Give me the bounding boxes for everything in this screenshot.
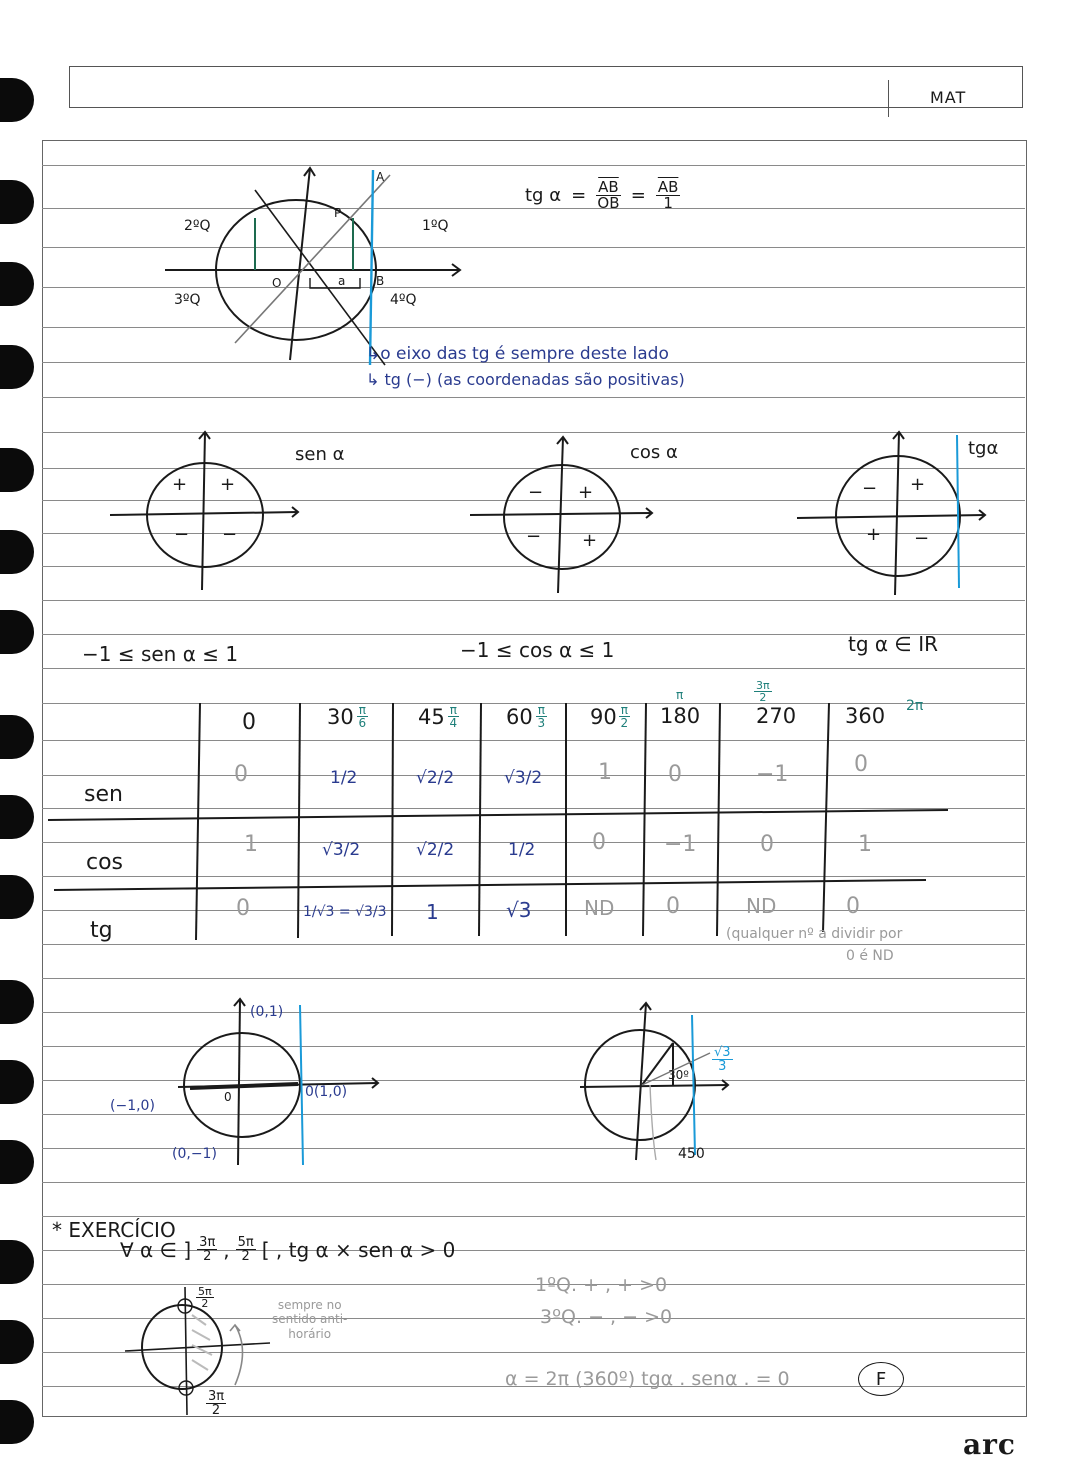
cos-sign-q1: +: [578, 482, 594, 503]
tg-sign-q4: −: [914, 528, 930, 549]
tangent-sign-note: ↳ tg (−) (as coordenadas são positivas): [366, 370, 685, 389]
quadrant-2-label: 2ºQ: [184, 218, 211, 234]
quadrant-3-label: 3ºQ: [174, 292, 201, 308]
circle-bottom-3pi2: $\frac{3\pi}{2}$: [208, 1389, 225, 1418]
cos-range: −1 ≤ cos α ≤ 1: [460, 638, 615, 662]
exercise-statement: ∀ α ∈ ] $\frac{3\pi}{2}$ , $\frac{5\pi}{2}$ [ , tg α × sen α > 0: [120, 1235, 456, 1264]
segment-a-label: a: [338, 274, 346, 288]
verdict-false: F: [858, 1362, 904, 1396]
col-header-180: 180: [660, 704, 701, 728]
cos-sign-q4: +: [582, 530, 598, 551]
formula-num-1: $\overline{AB}$: [598, 178, 619, 196]
tg-90: ND: [584, 896, 615, 920]
sen-range: −1 ≤ sen α ≤ 1: [82, 642, 239, 666]
sen-360: 0: [854, 752, 868, 777]
col-header-180-rad: π: [676, 688, 684, 702]
tg-circle-title: tgα: [968, 438, 999, 459]
sen-sign-q3: −: [174, 524, 190, 545]
formula-den-1: OB: [597, 194, 620, 212]
cos-360: 1: [858, 832, 872, 857]
angle-30-label: 30º: [668, 1068, 689, 1082]
sen-30: 1/2: [330, 768, 358, 788]
tg-sign-q1: +: [910, 474, 926, 495]
unit-circle-coordinates-diagram: [170, 995, 390, 1170]
cos-270: 0: [760, 832, 774, 857]
cos-180: −1: [664, 832, 697, 857]
cos-sign-q2: −: [528, 482, 544, 503]
formula-num-2: $\overline{AB}$: [657, 178, 679, 196]
tg-0: 0: [236, 896, 250, 921]
row-label-tg: tg: [90, 918, 113, 943]
col-header-270: 270: [756, 704, 797, 728]
formula-equals-2: =: [630, 185, 646, 206]
point-0-1: (0,1): [250, 1004, 284, 1020]
formula-den-2: 1: [663, 194, 673, 212]
sen-180: 0: [668, 762, 682, 787]
formula-lhs: tg α: [525, 185, 562, 206]
row-label-cos: cos: [86, 850, 124, 875]
rotation-note: sempre no sentido anti- horário: [272, 1298, 348, 1341]
cos-circle-title: cos α: [630, 442, 678, 463]
exercise-interval-circle: [100, 1285, 280, 1420]
tg-30: 1/√3 = √3/3: [303, 904, 387, 920]
point-b-label: B: [376, 274, 385, 288]
cos-30: √3/2: [322, 840, 361, 860]
tg-range: tg α ∈ IR: [848, 632, 939, 656]
tg-45: 1: [426, 900, 439, 924]
tg-360: 0: [846, 894, 860, 919]
sen-0: 0: [234, 762, 248, 787]
col-header-360-rad: 2π: [906, 698, 924, 714]
sen-60: √3/2: [504, 768, 543, 788]
col-header-270-rad: $\frac{3\pi}{2}$: [756, 679, 770, 704]
tg-180: 0: [666, 894, 680, 919]
tg-60: √3: [506, 898, 532, 922]
sen-sign-q4: −: [222, 524, 238, 545]
col-header-90: 90 $\frac{\pi}{2}$: [590, 703, 629, 730]
row-label-sen: sen: [84, 782, 123, 807]
angle-450-label: 450: [678, 1146, 705, 1162]
exercise-conclusion: α = 2π (360º) tgα . senα . = 0: [505, 1368, 790, 1390]
point-0-neg1: (0,−1): [172, 1146, 217, 1162]
col-header-45: 45 $\frac{\pi}{4}$: [418, 703, 458, 730]
formula-equals: =: [571, 185, 587, 206]
cos-45: √2/2: [416, 840, 455, 860]
point-p-label: P: [334, 206, 342, 220]
point-1-0: 0(1,0): [305, 1084, 348, 1100]
point-neg1-0: (−1,0): [110, 1098, 155, 1114]
origin-label: 0: [224, 1090, 232, 1104]
sen-270: −1: [756, 762, 789, 787]
point-a-label: A: [376, 170, 385, 184]
col-header-0: 0: [242, 710, 256, 735]
sen-45: √2/2: [416, 768, 455, 788]
tg-270: ND: [746, 894, 777, 918]
point-o-label: O: [272, 276, 282, 290]
sen-circle-title: sen α: [295, 444, 345, 465]
quadrant-4-label: 4ºQ: [390, 292, 417, 308]
col-header-60: 60 $\frac{\pi}{3}$: [506, 703, 546, 730]
cos-60: 1/2: [508, 840, 536, 860]
col-header-30: 30 $\frac{\pi}{6}$: [327, 703, 367, 730]
sen-sign-q2: +: [172, 474, 188, 495]
col-header-360: 360: [845, 704, 886, 728]
tg-sign-q2: −: [862, 478, 878, 499]
sen-90: 1: [598, 760, 612, 785]
quadrant-1-label: 1ºQ: [422, 218, 449, 234]
quadrant-1-analysis: 1ºQ. + , + >0: [535, 1274, 668, 1296]
tan-30-value: $\frac{√3}{3}$: [714, 1045, 731, 1074]
table-footnote-1: (qualquer nº a dividir por: [726, 926, 903, 942]
table-footnote-2: 0 é ND: [846, 948, 894, 964]
cos-0: 1: [244, 832, 258, 857]
sen-sign-q1: +: [220, 474, 236, 495]
exercise-title: * EXERCÍCIO: [52, 1218, 176, 1242]
circle-top-5pi2: $\frac{5\pi}{2}$: [198, 1285, 212, 1310]
tangent-axis-note: ↳o eixo das tg é sempre deste lado: [366, 344, 669, 364]
brand-logo: arc: [963, 1428, 1016, 1461]
quadrant-3-analysis: 3ºQ. − , − >0: [540, 1306, 673, 1328]
cos-90: 0: [592, 830, 606, 855]
cos-sign-q3: −: [526, 526, 542, 547]
subject-label: MAT: [930, 88, 967, 107]
tg-sign-q3: +: [866, 524, 882, 545]
